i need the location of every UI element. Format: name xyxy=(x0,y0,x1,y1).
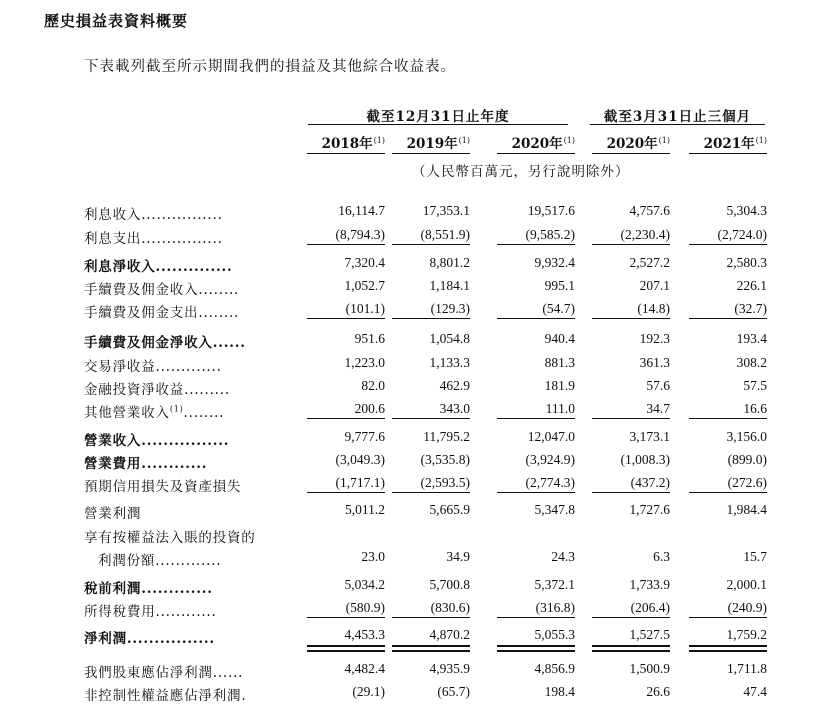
leader-dots: ......... xyxy=(184,382,230,398)
row-value: 24.3 xyxy=(551,549,575,564)
row-label xyxy=(84,475,241,495)
row-value: 1,984.4 xyxy=(726,502,767,517)
leader-dots: ................ xyxy=(141,231,223,247)
row-value: (65.7) xyxy=(437,684,470,699)
row-value: 12,047.0 xyxy=(527,429,575,444)
row-label-text: 稅前利潤 xyxy=(84,581,142,597)
row-value: 940.4 xyxy=(544,331,575,346)
row-label-text: 手續費及佣金收入 xyxy=(84,282,199,298)
row-value: (899.0) xyxy=(727,452,767,467)
table-row xyxy=(0,574,829,596)
row-value: (3,924.9) xyxy=(525,452,575,467)
row-value: 47.4 xyxy=(743,684,767,699)
row-value: 226.1 xyxy=(736,278,767,293)
leader-dots: ........ xyxy=(198,282,240,298)
subtotal-rule xyxy=(689,492,767,493)
row-label-text: 利息支出 xyxy=(84,231,142,247)
row-value: (32.7) xyxy=(734,301,767,316)
row-value: (9,585.2) xyxy=(525,227,575,242)
row-value: 1,527.5 xyxy=(629,627,670,642)
row-value: 2,580.3 xyxy=(726,255,767,270)
row-value: (8,794.3) xyxy=(335,227,385,242)
row-label xyxy=(84,627,215,647)
year-header-underline xyxy=(307,153,385,154)
row-value: 200.6 xyxy=(354,401,385,416)
table-row xyxy=(0,624,829,646)
table-row xyxy=(0,252,829,274)
row-value: 1,711.8 xyxy=(727,661,767,676)
year-header-note: (1) xyxy=(458,135,470,145)
table-row xyxy=(0,375,829,397)
row-value: 1,133.3 xyxy=(429,355,470,370)
leader-dots: ................ xyxy=(126,631,215,647)
row-value: (580.9) xyxy=(345,600,385,615)
subtotal-rule xyxy=(497,492,575,493)
subtotal-rule xyxy=(307,492,385,493)
row-label xyxy=(84,301,239,321)
intro-text: 下表載列截至所示期間我們的損益及其他綜合收益表。 xyxy=(84,59,456,75)
row-value: (2,593.5) xyxy=(420,475,470,490)
row-label-text: 我們股東應佔淨利潤 xyxy=(84,665,213,681)
row-value: 951.6 xyxy=(354,331,385,346)
row-value: (3,049.3) xyxy=(335,452,385,467)
year-header-underline xyxy=(392,153,470,154)
row-label-text: 享有按權益法入賬的投資的 xyxy=(84,530,256,546)
row-label-text: 手續費及佣金淨收入 xyxy=(84,335,213,351)
row-value: 1,500.9 xyxy=(629,661,670,676)
table-row xyxy=(0,328,829,350)
row-value: 4,757.6 xyxy=(629,203,670,218)
row-value: 5,055.3 xyxy=(534,627,575,642)
leader-dots: . xyxy=(241,688,247,704)
table-row xyxy=(0,499,829,521)
year-header-underline xyxy=(592,153,670,154)
table-row xyxy=(0,449,829,471)
year-header-note: (1) xyxy=(755,135,767,145)
row-value: 16.6 xyxy=(743,401,767,416)
row-value: 5,372.1 xyxy=(534,577,575,592)
row-value: 4,482.4 xyxy=(344,661,385,676)
total-double-rule xyxy=(307,645,385,652)
row-value: 23.0 xyxy=(361,549,385,564)
row-value: (3,535.8) xyxy=(420,452,470,467)
table-row xyxy=(0,352,829,374)
year-header-note: (1) xyxy=(563,135,575,145)
subtotal-rule xyxy=(592,418,670,419)
row-value: 9,932.4 xyxy=(534,255,575,270)
leader-dots: ............. xyxy=(155,553,222,569)
row-label-text: 利息收入 xyxy=(84,207,142,223)
row-value: 4,856.9 xyxy=(534,661,575,676)
row-value: (129.3) xyxy=(430,301,470,316)
total-double-rule xyxy=(497,645,575,652)
year-header-label: 2020年 xyxy=(606,136,658,152)
row-value: (206.4) xyxy=(630,600,670,615)
table-row xyxy=(0,681,829,703)
row-value: 111.0 xyxy=(545,401,575,416)
subtotal-rule xyxy=(392,318,470,319)
row-value: 15.7 xyxy=(743,549,767,564)
row-label-text: 所得稅費用 xyxy=(84,604,156,620)
row-label xyxy=(84,203,223,223)
subtotal-rule xyxy=(497,617,575,618)
table-row xyxy=(0,426,829,448)
section-title: 歷史損益表資料概要 xyxy=(44,12,189,30)
row-value: 881.3 xyxy=(544,355,575,370)
row-value: 462.9 xyxy=(439,378,470,393)
row-value: 26.6 xyxy=(646,684,670,699)
table-row xyxy=(0,224,829,246)
row-value: 5,700.8 xyxy=(429,577,470,592)
subtotal-rule xyxy=(689,617,767,618)
row-label xyxy=(84,661,243,681)
leader-dots: ............ xyxy=(155,604,217,620)
row-label xyxy=(84,227,223,247)
row-value: (830.6) xyxy=(430,600,470,615)
subtotal-rule xyxy=(592,318,670,319)
row-value: (2,230.4) xyxy=(620,227,670,242)
row-label-text: 交易淨收益 xyxy=(84,359,156,375)
year-header-label: 2021年 xyxy=(703,136,755,152)
table-row xyxy=(0,472,829,494)
subtotal-rule xyxy=(392,617,470,618)
row-value: 2,527.2 xyxy=(629,255,670,270)
row-value: 5,034.2 xyxy=(344,577,385,592)
row-value: (316.8) xyxy=(535,600,575,615)
row-value: 6.3 xyxy=(653,549,670,564)
row-label xyxy=(84,526,256,546)
row-label xyxy=(84,355,222,375)
row-label-text: 預期信用損失及資產損失 xyxy=(84,479,242,495)
row-value: (29.1) xyxy=(352,684,385,699)
row-value: 1,054.8 xyxy=(429,331,470,346)
table-row xyxy=(0,398,829,420)
leader-dots: .............. xyxy=(155,259,233,275)
row-label xyxy=(84,502,141,522)
row-value: (1,008.3) xyxy=(620,452,670,467)
row-label xyxy=(84,278,239,298)
year-header-underline xyxy=(497,153,575,154)
leader-dots: ...... xyxy=(212,335,246,351)
total-double-rule xyxy=(689,645,767,652)
subtotal-rule xyxy=(307,318,385,319)
row-label xyxy=(84,255,233,275)
year-header-2 xyxy=(500,132,575,152)
row-value: (14.8) xyxy=(637,301,670,316)
row-value: 207.1 xyxy=(639,278,670,293)
row-value: 308.2 xyxy=(736,355,767,370)
table-row xyxy=(0,200,829,222)
row-value: 5,011.2 xyxy=(345,502,385,517)
subtotal-rule xyxy=(497,318,575,319)
subtotal-rule xyxy=(392,244,470,245)
table-row xyxy=(0,658,829,680)
table-row xyxy=(0,298,829,320)
row-value: (2,774.3) xyxy=(525,475,575,490)
row-value: 2,000.1 xyxy=(726,577,767,592)
row-label-text: 其他營業收入 xyxy=(84,405,170,421)
year-header-4 xyxy=(692,132,767,152)
year-header-label: 2019年 xyxy=(406,136,458,152)
year-header-0 xyxy=(310,132,385,152)
leader-dots: ............. xyxy=(141,581,213,597)
group-header-annual: 截至12月31日止年度 xyxy=(366,109,510,125)
row-value: 1,759.2 xyxy=(726,627,767,642)
row-value: 16,114.7 xyxy=(338,203,385,218)
row-value: 1,184.1 xyxy=(429,278,470,293)
row-label-text: 手續費及佣金支出 xyxy=(84,305,199,321)
table-row xyxy=(0,275,829,297)
row-value: 181.9 xyxy=(544,378,575,393)
row-value: 9,777.6 xyxy=(344,429,385,444)
row-label xyxy=(84,331,246,351)
row-value: 1,727.6 xyxy=(629,502,670,517)
row-value: 3,156.0 xyxy=(726,429,767,444)
row-value: 57.6 xyxy=(646,378,670,393)
subtotal-rule xyxy=(307,418,385,419)
leader-dots: ............. xyxy=(155,359,222,375)
row-value: 4,935.9 xyxy=(429,661,470,676)
row-value: 361.3 xyxy=(639,355,670,370)
row-label xyxy=(84,600,217,620)
row-label-text: 淨利潤 xyxy=(84,631,127,647)
row-value: (54.7) xyxy=(542,301,575,316)
row-value: 5,347.8 xyxy=(534,502,575,517)
subtotal-rule xyxy=(689,244,767,245)
row-value: 1,052.7 xyxy=(344,278,385,293)
row-value: 192.3 xyxy=(639,331,670,346)
row-label-text: 金融投資淨收益 xyxy=(84,382,185,398)
subtotal-rule xyxy=(689,318,767,319)
row-value: (1,717.1) xyxy=(335,475,385,490)
row-value: 5,665.9 xyxy=(429,502,470,517)
leader-dots: ...... xyxy=(212,665,244,681)
row-label xyxy=(84,684,246,704)
subtotal-rule xyxy=(497,244,575,245)
row-value: 193.4 xyxy=(736,331,767,346)
total-double-rule xyxy=(392,645,470,652)
leader-dots: ............ xyxy=(141,456,208,472)
row-label-text: 利潤份額 xyxy=(98,553,156,569)
row-value: (101.1) xyxy=(345,301,385,316)
row-value: 19,517.6 xyxy=(527,203,575,218)
unit-note: （人民幣百萬元，另行說明除外） xyxy=(412,164,630,180)
row-value: (272.6) xyxy=(727,475,767,490)
year-header-3 xyxy=(595,132,670,152)
row-label xyxy=(84,452,207,472)
row-value: 198.4 xyxy=(544,684,575,699)
row-value: 34.9 xyxy=(446,549,470,564)
year-header-label: 2018年 xyxy=(321,136,373,152)
leader-dots: ........ xyxy=(198,305,240,321)
row-label xyxy=(84,577,213,597)
leader-dots: ................ xyxy=(141,433,230,449)
table-row xyxy=(0,523,829,545)
row-label-text: 營業利潤 xyxy=(84,506,142,522)
group-underline-annual xyxy=(308,124,568,125)
subtotal-rule xyxy=(592,492,670,493)
total-double-rule xyxy=(592,645,670,652)
row-value: 1,733.9 xyxy=(629,577,670,592)
row-value: 17,353.1 xyxy=(422,203,470,218)
year-header-label: 2020年 xyxy=(511,136,563,152)
row-value: 11,795.2 xyxy=(423,429,470,444)
row-value: (240.9) xyxy=(727,600,767,615)
row-value: 4,453.3 xyxy=(344,627,385,642)
row-label-text: 利息淨收入 xyxy=(84,259,156,275)
subtotal-rule xyxy=(307,244,385,245)
row-value: 34.7 xyxy=(646,401,670,416)
row-label-text: 營業收入 xyxy=(84,433,142,449)
row-value: 1,223.0 xyxy=(344,355,385,370)
row-label xyxy=(84,429,229,449)
row-value: 82.0 xyxy=(361,378,385,393)
row-value: (437.2) xyxy=(630,475,670,490)
row-label-text: 非控制性權益應佔淨利潤 xyxy=(84,688,242,704)
year-header-underline xyxy=(689,153,767,154)
subtotal-rule xyxy=(392,492,470,493)
row-label-note: (1) xyxy=(169,404,184,414)
row-value: 995.1 xyxy=(544,278,575,293)
subtotal-rule xyxy=(307,617,385,618)
group-underline-quarter xyxy=(590,124,765,125)
subtotal-rule xyxy=(592,244,670,245)
year-header-1 xyxy=(395,132,470,152)
subtotal-rule xyxy=(592,617,670,618)
row-value: 8,801.2 xyxy=(429,255,470,270)
row-value: 343.0 xyxy=(439,401,470,416)
subtotal-rule xyxy=(392,418,470,419)
leader-dots: ........ xyxy=(183,405,225,421)
subtotal-rule xyxy=(497,418,575,419)
group-header-quarter: 截至3月31日止三個月 xyxy=(603,109,752,125)
subtotal-rule xyxy=(689,418,767,419)
year-header-note: (1) xyxy=(373,135,385,145)
year-header-note: (1) xyxy=(658,135,670,145)
row-label xyxy=(84,401,224,421)
row-label-text: 營業費用 xyxy=(84,456,142,472)
row-label xyxy=(98,549,221,569)
row-label xyxy=(84,378,230,398)
row-value: 4,870.2 xyxy=(429,627,470,642)
row-value: (8,551.9) xyxy=(420,227,470,242)
row-value: 57.5 xyxy=(743,378,767,393)
row-value: 7,320.4 xyxy=(344,255,385,270)
table-row xyxy=(0,546,829,568)
row-value: 5,304.3 xyxy=(726,203,767,218)
leader-dots: ................ xyxy=(141,207,223,223)
table-row xyxy=(0,597,829,619)
row-value: (2,724.0) xyxy=(717,227,767,242)
row-value: 3,173.1 xyxy=(629,429,670,444)
